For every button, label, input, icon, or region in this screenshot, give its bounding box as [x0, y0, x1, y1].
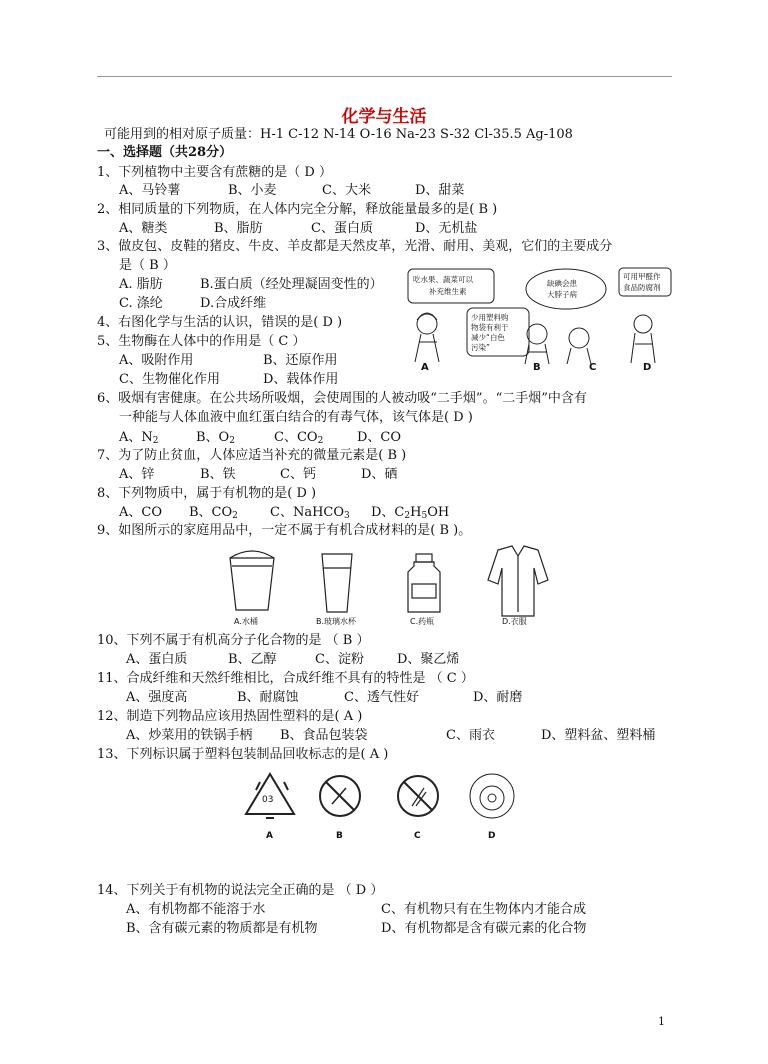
q10-option-c: C、淀粉	[315, 652, 364, 667]
q7-stem: 7、为了防止贫血，人体应适当补充的微量元素是( B )	[97, 448, 407, 463]
q2-option-c: C、蛋白质	[311, 221, 373, 236]
atomic-masses: 可能用到的相对原子质量：H-1 C-12 N-14 O-16 Na-23 S-32 Cl-35.5 Ag-108	[104, 127, 573, 142]
q5-option-b: B、还原作用	[263, 353, 338, 368]
bubble-a-text-2: 补充维生素	[429, 287, 467, 296]
glass-cup-icon	[322, 554, 352, 612]
q14-stem: 14、下列关于有机物的说法完全正确的是 （ D ）	[97, 883, 384, 898]
q11-stem: 11、合成纤维和天然纤维相比，合成纤维不具有的特性是 （ C ）	[97, 671, 474, 686]
q13-label-a: A	[266, 831, 273, 841]
q9-label-c: C.药瓶	[410, 617, 435, 626]
q6-stem-line2: 一种能与人体血液中血红蛋白结合的有毒气体，该气体是( D )	[119, 410, 473, 425]
q9-household-items-figure	[220, 540, 560, 628]
q9-label-d: D.衣服	[502, 617, 527, 626]
header-rule	[97, 76, 672, 77]
q14-option-b: B、含有碳元素的物质都是有机物	[126, 921, 318, 936]
svg-text:缺碘会患: 缺碘会患	[547, 279, 577, 288]
q5-option-d: D、载体作用	[263, 372, 339, 387]
q11-option-b: B、耐腐蚀	[237, 690, 299, 705]
q1-option-d: D、甜菜	[415, 183, 465, 198]
q3-option-b: B.蛋白质（经处理凝固变性的）	[200, 277, 383, 292]
cartoon-label-a: A	[421, 362, 429, 373]
q6-option-b: B、$O_2$	[196, 430, 235, 446]
q13-label-d: D	[488, 831, 496, 841]
q9-label-b: B.玻璃水杯	[316, 617, 357, 626]
q11-option-d: D、耐磨	[473, 690, 523, 705]
svg-text:减少“白色: 减少“白色	[471, 333, 505, 342]
q3-option-c: C. 涤纶	[119, 296, 163, 311]
cartoon-label-b: B	[533, 362, 541, 373]
q4-cartoon-figure	[405, 266, 673, 374]
q2-option-d: D、无机盐	[415, 221, 478, 236]
q12-option-d: D、塑料盆、塑料桶	[541, 728, 656, 743]
q14-option-a: A、有机物都不能溶于水	[126, 902, 266, 917]
q5-stem: 5、生物酶在人体中的作用是（ C ）	[97, 334, 306, 349]
q14-option-c: C、有机物只有在生物体内才能合成	[381, 902, 586, 917]
q2-option-b: B、脂肪	[214, 221, 263, 236]
q2-option-a: A、糖类	[119, 221, 168, 236]
q12-option-a: A、炒菜用的铁锅手柄	[126, 728, 253, 743]
q9-stem: 9、如图所示的家庭用品中，一定不属于有机合成材料的是( B )。	[97, 523, 472, 538]
q7-option-c: C、钙	[280, 467, 316, 482]
q5-option-a: A、吸附作用	[119, 353, 194, 368]
q12-option-b: B、食品包装袋	[280, 728, 368, 743]
q14-option-d: D、有机物都是含有碳元素的化合物	[381, 921, 587, 936]
svg-text:食品防腐剂: 食品防腐剂	[623, 283, 661, 292]
q3-option-a: A. 脂肪	[119, 277, 163, 292]
q8-option-c: C、NaHCO$_3$	[270, 505, 350, 521]
q13-label-b: B	[336, 831, 343, 841]
q5-option-c: C、生物催化作用	[119, 372, 220, 387]
q1-option-a: A、马铃薯	[119, 183, 181, 198]
q10-stem: 10、下列不属于有机高分子化合物的是 （ B ）	[97, 633, 370, 648]
q6-option-d: D、CO	[357, 430, 402, 445]
page-title: 化学与生活	[341, 107, 427, 127]
q4-stem: 4、右图化学与生活的认识，错误的是( D )	[97, 315, 343, 330]
q7-option-d: D、硒	[361, 467, 398, 482]
svg-text:大脖子病: 大脖子病	[547, 290, 577, 299]
q10-option-b: B、乙醇	[228, 652, 277, 667]
q7-option-a: A、锌	[119, 467, 155, 482]
section-heading: 一、选择题（共28分）	[97, 145, 233, 160]
q6-stem-line1: 6、吸烟有害健康。在公共场所吸烟，会使周围的人被动吸“二手烟”。“二手烟”中含有	[97, 391, 587, 406]
q13-symbols-figure	[230, 766, 530, 850]
q2-stem: 2、相同质量的下列物质，在人体内完全分解，释放能量最多的是( B )	[97, 202, 498, 217]
q10-option-d: D、聚乙烯	[397, 652, 460, 667]
q3-option-d: D.合成纤维	[200, 296, 267, 311]
medicine-bottle-icon	[416, 554, 432, 562]
q10-option-a: A、蛋白质	[126, 652, 188, 667]
page-number: 1	[658, 1015, 665, 1028]
q12-stem: 12、制造下列物品应该用热固性塑料的是( A )	[97, 709, 363, 724]
svg-text:污染”: 污染”	[471, 343, 490, 352]
q3-stem-line2: 是（ B ）	[119, 258, 176, 273]
q13-stem: 13、下列标识属于塑料包装制品回收标志的是( A )	[97, 747, 389, 762]
q6-option-c: C、$CO_2$	[274, 430, 324, 446]
q3-stem-line1: 3、做皮包、皮鞋的猪皮、牛皮、羊皮都是天然皮革，光滑、耐用、美观，它们的主要成分	[97, 239, 613, 254]
q1-stem: 1、下列植物中主要含有蔗糖的是（ D ）	[97, 165, 332, 180]
q11-option-c: C、透气性好	[344, 690, 419, 705]
q7-option-b: B、铁	[200, 467, 236, 482]
q8-stem: 8、下列物质中，属于有机物的是( D )	[97, 486, 317, 501]
bubble-c	[526, 269, 606, 309]
q13-label-c: C	[414, 831, 421, 841]
svg-text:物袋有利于: 物袋有利于	[471, 323, 509, 332]
q12-option-c: C、雨衣	[446, 728, 495, 743]
emblem-d-icon	[470, 774, 514, 818]
q1-option-c: C、大米	[322, 183, 371, 198]
q8-option-a: A、CO	[119, 505, 162, 520]
svg-text:可用甲醛作: 可用甲醛作	[623, 272, 661, 281]
q8-option-b: B、$CO_2$	[189, 505, 238, 521]
q11-option-a: A、强度高	[126, 690, 188, 705]
recycle-number: 03	[262, 795, 274, 805]
q8-option-d: D、$C_2H_5OH$	[371, 505, 450, 521]
bubble-a-text-1: 吃水果、蔬菜可以	[413, 275, 473, 284]
cartoon-label-c: C	[589, 362, 597, 373]
q6-option-a: A、$N_2$	[119, 430, 159, 446]
cartoon-label-d: D	[643, 362, 652, 373]
q1-option-b: B、小麦	[228, 183, 277, 198]
svg-text:少用塑料购: 少用塑料购	[471, 313, 509, 322]
q9-label-a: A.水桶	[234, 617, 258, 626]
recycle-triangle-icon	[246, 774, 294, 814]
